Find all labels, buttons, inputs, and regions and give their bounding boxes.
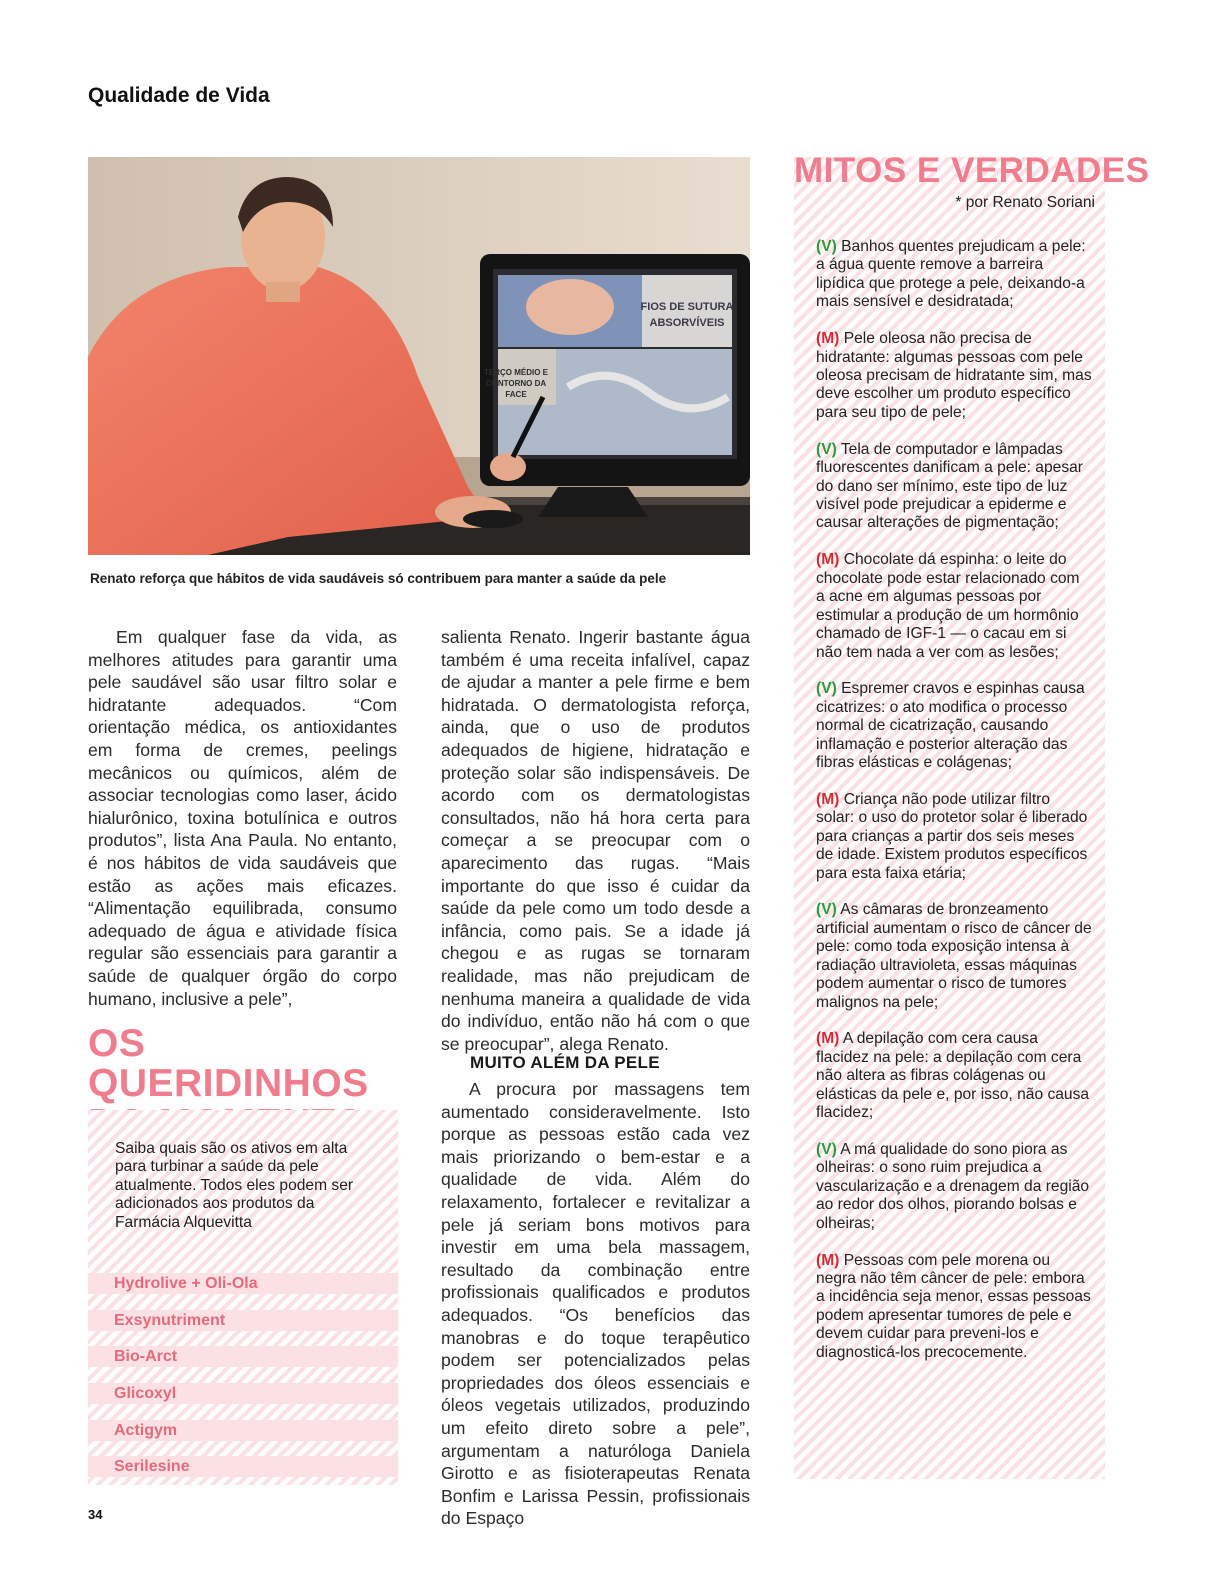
queridinhos-item: Actigym — [88, 1420, 398, 1441]
mitos-item — [816, 1252, 1092, 1363]
article-column-1 — [88, 626, 397, 1010]
mitos-item — [816, 1030, 1092, 1122]
mito-tag: (M) — [816, 551, 840, 569]
article-paragraph: salienta Renato. Ingerir bastante água também é uma receita infalível, capaz de ajudar a manter a pele firme e bem hidratada. O dermatologista reforça, ainda, que o uso de produtos adequados de higiene, hidratação e proteção solar são indispensáveis. De acordo com os dermatologistas consultados, não há hora certa para começar a se preocupar com o aparecimento das rugas. “Mais importante do que isso é cuidar da saúde da pele como um todo desde a infância, como pais. Se a idade já chegou e as rugas se tornaram realidade, mas não prejudicam de nenhuma maneira a qualidade de vida do indivíduo, então não há com o que se preocupar”, alega Renato. — [441, 627, 750, 1054]
article-paragraph: Em qualquer fase da vida, as melhores atitudes para garantir uma pele saudável são usar filtro solar e hidratante adequados. “Com orientação médica, os antioxidantes em forma de cremes, peelings mecânicos ou químicos, além de associar tecnologias como laser, ácido hialurônico, toxina botulínica e outros produtos”, lista Ana Paula. No entanto, é nos hábitos de vida saudáveis que estão as ações mais eficazes. “Alimentação equilibrada, consumo adequado de água e atividade física regular são essenciais para garantir a saúde de qualquer órgão do corpo humano, inclusive a pele”, — [88, 627, 397, 1009]
queridinhos-title-line-1: OS QUERIDINHOS — [88, 1022, 369, 1105]
queridinhos-item: Exsynutriment — [88, 1310, 398, 1331]
queridinhos-intro: Saiba quais são os ativos em alta para turbinar a saúde da pele atualmente. Todos eles podem ser adicionados aos produtos da Farmácia Alquevitta — [115, 1140, 354, 1231]
mitos-item-text: Banhos quentes prejudicam a pele: a água quente remove a barreira lipídica que protege a pele, deixando-a mais sensível e desidratada; — [816, 238, 1086, 311]
mitos-item — [816, 551, 1092, 662]
mitos-byline: * por Renato Soriani — [955, 194, 1095, 211]
section-header: Qualidade de Vida — [88, 84, 270, 107]
screen-label-3: TERÇO MÉDIO E — [483, 368, 549, 377]
verdade-tag: (V) — [816, 1140, 837, 1158]
mitos-item — [816, 901, 1092, 1012]
mito-tag: (M) — [816, 1251, 840, 1269]
screen-label-2: ABSORVÍVEIS — [649, 317, 725, 329]
queridinhos-item: Hydrolive + Oli-Ola — [88, 1273, 398, 1294]
mitos-item — [816, 1141, 1092, 1233]
mitos-list — [816, 238, 1092, 1381]
mito-tag: (M) — [816, 1030, 840, 1048]
screen-label-5: FACE — [505, 390, 527, 399]
mitos-item — [816, 441, 1092, 533]
mitos-item-text: A depilação com cera causa flacidez na pele: a depilação com cera não altera as fibras colágenas ou elásticas da pele e, por isso, não causa flacidez; — [816, 1030, 1090, 1122]
mitos-item-text: Criança não pode utilizar filtro solar: o uso do protetor solar é liberado para crianças a partir dos seis meses de idade. Existem produtos específicos para esta faixa etária; — [816, 790, 1088, 882]
article-paragraph: A procura por massagens tem aumentado consideravelmente. Isto porque as pessoas estão cada vez mais priorizando o bem-estar e a qualidade de vida. Além do relaxamento, fortalecer e revitalizar a pele já seriam bons motivos para investir em uma bela massagem, resultado da combinação entre profissionais qualificados e produtos adequados. “Os benefícios das manobras e do toque terapêutico podem ser potencializados pelas propriedades dos óleos essenciais e óleos vegetais utilizados, produzindo um efeito direto sobre a pele”, argumentam a naturóloga Daniela Girotto e as fisioterapeutas Renata Bonfim e Larissa Pessin, profissionais do Espaço — [441, 1079, 750, 1529]
mito-tag: (M) — [816, 790, 840, 808]
article-column-2 — [441, 626, 750, 1055]
mitos-item-text: Pessoas com pele morena ou negra não têm câncer de pele: embora a incidência seja menor, essas pessoas podem apresentar tumores de pele e devem cuidar para preveni-los e diagnosticá-los precocemente. — [816, 1251, 1091, 1361]
photo-caption: Renato reforça que hábitos de vida saudáveis só contribuem para manter a saúde da pele — [90, 571, 667, 586]
verdade-tag: (V) — [816, 440, 837, 458]
article-column-2-continued — [441, 1078, 750, 1530]
verdade-tag: (V) — [816, 901, 837, 919]
screen-label-4: CONTORNO DA — [485, 379, 547, 388]
mitos-item-text: A má qualidade do sono piora as olheiras: o sono ruim prejudica a vascularização e a drenagem da região ao redor dos olhos, piorando bolsas e olheiras; — [816, 1140, 1090, 1232]
mitos-item-text: Pele oleosa não precisa de hidratante: algumas pessoas com pele oleosa precisam de hidratante sim, mas deve escolher um produto específico para seu tipo de pele; — [816, 330, 1092, 421]
queridinhos-item: Glicoxyl — [88, 1383, 398, 1404]
article-subheading: MUITO ALÉM DA PELE — [470, 1053, 660, 1072]
queridinhos-item: Serilesine — [88, 1456, 398, 1477]
verdade-tag: (V) — [816, 238, 837, 255]
mitos-item-text: Tela de computador e lâmpadas fluorescentes danificam a pele: apesar do dano ser mínimo, este tipo de luz visível pode prejudicar a epiderme e causar alterações de pigmentação; — [816, 440, 1083, 532]
mitos-item — [816, 791, 1092, 883]
queridinhos-item: Bio-Arct — [88, 1346, 398, 1367]
mitos-item-text: Chocolate dá espinha: o leite do chocolate pode estar relacionado com a acne em algumas pessoas por estimular a produção de um hormônio chamado de IGF-1 — o cacau em si não tem nada a ver com as lesões; — [816, 551, 1080, 661]
article-photo — [88, 157, 750, 555]
screen-label-1: FIOS DE SUTURA — [640, 301, 734, 313]
mitos-item-text: As câmaras de bronzeamento artificial aumentam o risco de câncer de pele: como toda exposição intensa à radiação ultravioleta, essas máquinas podem aumentar o risco de tumores malignos na pele; — [816, 901, 1092, 1011]
photo-illustration — [88, 157, 750, 555]
verdade-tag: (V) — [816, 680, 837, 698]
page-number: 34 — [88, 1507, 103, 1522]
mito-tag: (M) — [816, 330, 840, 348]
mitos-item — [816, 330, 1092, 422]
mitos-title: MITOS E VERDADES — [794, 151, 1150, 190]
queridinhos-list — [88, 1273, 398, 1493]
mitos-item — [816, 238, 1092, 312]
mitos-item — [816, 680, 1092, 772]
mitos-item-text: Espremer cravos e espinhas causa cicatrizes: o ato modifica o processo normal de cicatrização, causando inflamação e posterior alteração das fibras elásticas e colágenas; — [816, 680, 1085, 772]
